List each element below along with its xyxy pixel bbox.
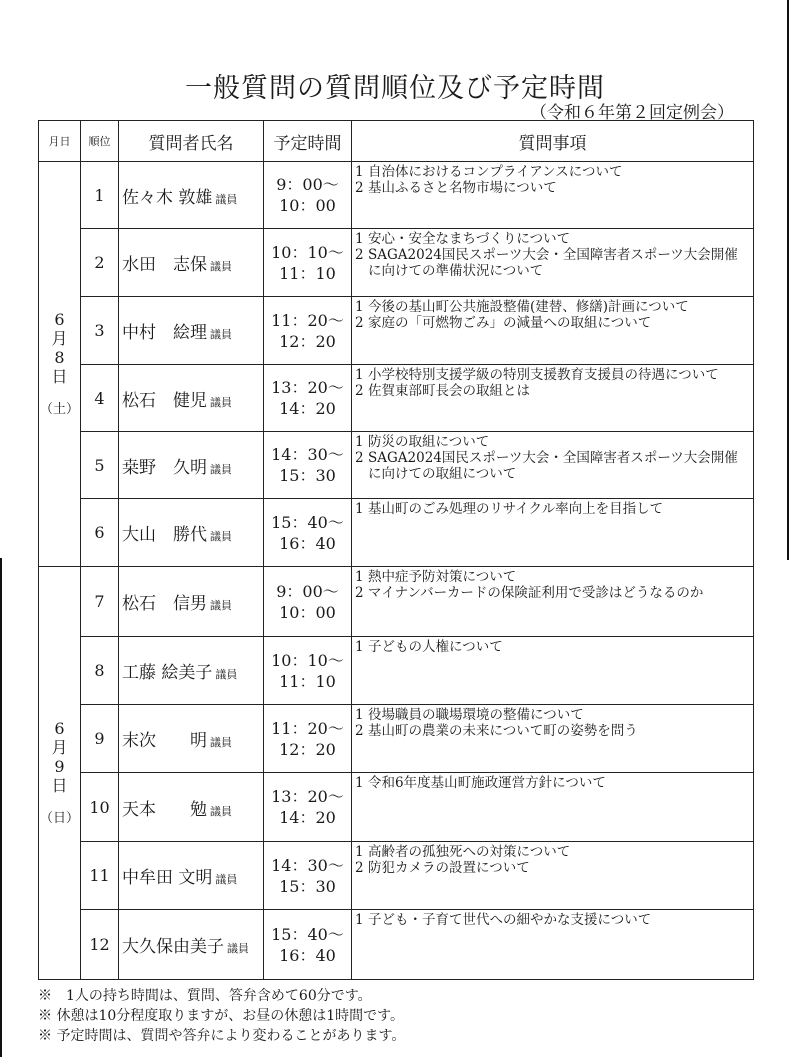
subject-number: 1 xyxy=(355,639,364,655)
member-name: 佐々木 敦雄 xyxy=(122,187,213,208)
subject-number: 1 xyxy=(355,299,364,315)
subject-item xyxy=(355,367,750,383)
subject-item xyxy=(355,585,750,601)
member-cell xyxy=(119,162,264,229)
subject-number: 1 xyxy=(355,775,364,791)
header-date: 月日 xyxy=(39,121,81,162)
order-number: 5 xyxy=(81,432,119,499)
subject-cell xyxy=(352,842,754,910)
member-name: 中牟田 文明 xyxy=(122,868,213,888)
subject-item xyxy=(355,501,750,517)
time-cell xyxy=(264,297,352,365)
subject-cell xyxy=(352,567,754,637)
subject-item xyxy=(355,164,750,180)
start-time: 13：20～ xyxy=(271,378,344,397)
time-cell xyxy=(264,637,352,705)
subject-number: 1 xyxy=(355,501,364,517)
member-name: 桒野 久明 xyxy=(122,457,207,478)
subject-item xyxy=(355,383,750,399)
day2-body xyxy=(39,567,754,980)
header-subject: 質問事項 xyxy=(352,121,754,162)
subject-cell xyxy=(352,910,754,980)
member-name: 松石 信男 xyxy=(122,594,207,614)
end-time: 12：20 xyxy=(279,739,336,759)
subject-item xyxy=(355,231,750,247)
end-time: 15：30 xyxy=(279,876,336,896)
member-cell xyxy=(119,773,264,842)
subject-text: 家庭の「可燃物ごみ」の減量への取組について xyxy=(368,315,652,331)
time-cell xyxy=(264,499,352,567)
subject-text: 基山町のごみ処理のリサイクル率向上を目指して xyxy=(368,501,664,517)
date-cell xyxy=(39,162,81,567)
note-1: ※ 1人の持ち時間は、質問、答弁含めて60分です。 xyxy=(38,988,372,1004)
document-subtitle: （令和６年第２回定例会） xyxy=(530,103,734,123)
table-row xyxy=(39,705,754,773)
member-name: 工藤 絵美子 xyxy=(122,663,213,683)
subject-number: 2 xyxy=(355,723,364,739)
subject-text: SAGA2024国民スポーツ大会・全国障害者スポーツ大会開催に向けての準備状況について xyxy=(368,247,738,279)
subject-cell xyxy=(352,162,754,229)
end-time: 14：20 xyxy=(279,808,336,827)
order-number: 8 xyxy=(81,637,119,705)
subject-number: 2 xyxy=(355,383,364,399)
day-of-week: （日） xyxy=(39,810,79,826)
order-number: 1 xyxy=(81,162,119,229)
schedule-table-day2 xyxy=(38,566,754,980)
table-row xyxy=(39,773,754,842)
member-title: 議員 xyxy=(227,942,249,955)
subject-cell xyxy=(352,773,754,842)
time-cell xyxy=(264,842,352,910)
table-row xyxy=(39,499,754,567)
end-time: 10：00 xyxy=(279,602,336,622)
start-time: 13：20～ xyxy=(271,787,344,806)
day1-body xyxy=(39,121,754,567)
date-cell xyxy=(39,567,81,980)
subject-text: マイナンバーカードの保険証利用で受診はどうなるのか xyxy=(368,585,704,601)
time-cell xyxy=(264,162,352,229)
start-time: 9：00～ xyxy=(276,175,339,194)
subject-text: 基山ふるさと名物市場について xyxy=(368,180,557,196)
member-title: 議員 xyxy=(210,328,232,341)
subject-item xyxy=(355,723,750,739)
subject-cell xyxy=(352,705,754,773)
order-number: 3 xyxy=(81,297,119,365)
table-row xyxy=(39,842,754,910)
end-time: 16：40 xyxy=(279,945,336,965)
page-edge-left xyxy=(0,558,2,1057)
subject-text: 防災の取組について xyxy=(368,434,490,450)
time-cell xyxy=(264,910,352,980)
member-cell xyxy=(119,567,264,637)
subject-number: 2 xyxy=(355,315,364,331)
order-number: 2 xyxy=(81,229,119,297)
member-title: 議員 xyxy=(210,804,232,818)
subject-number: 2 xyxy=(355,450,364,466)
member-title: 議員 xyxy=(210,462,232,476)
member-title: 議員 xyxy=(210,736,232,749)
subject-item xyxy=(355,315,750,331)
subject-cell xyxy=(352,637,754,705)
subject-text: 高齢者の孤独死への対策について xyxy=(368,844,571,860)
document-title: 一般質問の質問順位及び予定時間 xyxy=(185,73,605,104)
member-name: 大久保由美子 xyxy=(122,937,224,957)
subject-cell xyxy=(352,499,754,567)
subject-text: 今後の基山町公共施設整備(建替、修繕)計画について xyxy=(368,299,689,315)
end-time: 12：20 xyxy=(279,331,336,351)
subject-cell xyxy=(352,365,754,432)
date-label: 6月8日 xyxy=(51,309,68,386)
time-cell xyxy=(264,705,352,773)
table-row xyxy=(39,162,754,229)
start-time: 14：30～ xyxy=(271,855,344,875)
subject-text: 子ども・子育て世代への細やかな支援について xyxy=(368,912,652,928)
subject-number: 1 xyxy=(355,231,364,247)
subject-text: 自治体におけるコンプライアンスについて xyxy=(368,164,623,180)
end-time: 11：10 xyxy=(279,671,336,691)
subject-text: 佐賀東部町長会の取組とは xyxy=(368,383,530,399)
order-number: 6 xyxy=(81,499,119,567)
subject-text: 役場職員の職場環境の整備について xyxy=(368,707,584,723)
order-number: 12 xyxy=(81,910,119,980)
subject-item xyxy=(355,180,750,196)
member-name: 天本 勉 xyxy=(122,799,207,820)
table-row xyxy=(39,432,754,499)
end-time: 16：40 xyxy=(279,533,336,553)
order-number: 11 xyxy=(81,842,119,910)
time-cell xyxy=(264,432,352,499)
subject-number: 1 xyxy=(355,912,364,928)
table-row xyxy=(39,567,754,637)
member-title: 議員 xyxy=(215,192,238,206)
header-row xyxy=(39,121,754,162)
member-cell xyxy=(119,499,264,567)
notes xyxy=(38,986,405,1046)
member-cell xyxy=(119,910,264,980)
subject-number: 2 xyxy=(355,585,364,601)
subject-item xyxy=(355,912,750,928)
start-time: 15：40～ xyxy=(271,512,344,532)
start-time: 15：40～ xyxy=(271,924,344,944)
header-order: 順位 xyxy=(81,121,119,162)
end-time: 10：00 xyxy=(279,196,336,215)
day-of-week: （土） xyxy=(39,401,79,417)
subject-item xyxy=(355,434,750,450)
subject-text: 小学校特別支援学級の特別支援教育支援員の待遇について xyxy=(368,367,719,383)
start-time: 14：30～ xyxy=(271,445,344,464)
note-3: ※ 予定時間は、質問や答弁により変わることがあります。 xyxy=(38,1028,406,1044)
subject-item xyxy=(355,639,750,655)
subject-number: 1 xyxy=(355,707,364,723)
start-time: 11：20～ xyxy=(271,718,344,738)
date-label: 6月9日 xyxy=(51,718,68,795)
member-cell xyxy=(119,229,264,297)
end-time: 14：20 xyxy=(279,399,336,418)
time-cell xyxy=(264,365,352,432)
member-cell xyxy=(119,705,264,773)
member-title: 議員 xyxy=(210,599,232,612)
subject-number: 1 xyxy=(355,844,364,860)
subject-number: 2 xyxy=(355,180,364,196)
start-time: 9：00～ xyxy=(276,581,339,601)
member-title: 議員 xyxy=(215,873,238,886)
order-number: 7 xyxy=(81,567,119,637)
subject-number: 2 xyxy=(355,247,364,263)
subject-cell xyxy=(352,297,754,365)
start-time: 10：10～ xyxy=(271,242,344,262)
time-cell xyxy=(264,229,352,297)
subject-item xyxy=(355,247,750,279)
subject-number: 1 xyxy=(355,434,364,450)
subject-text: SAGA2024国民スポーツ大会・全国障害者スポーツ大会開催に向けての取組について xyxy=(368,450,738,482)
subject-cell xyxy=(352,229,754,297)
time-cell xyxy=(264,567,352,637)
table-row xyxy=(39,297,754,365)
member-name: 末次 明 xyxy=(122,731,207,751)
member-title: 議員 xyxy=(210,260,232,273)
member-cell xyxy=(119,365,264,432)
order-number: 9 xyxy=(81,705,119,773)
time-cell xyxy=(264,773,352,842)
header-time: 予定時間 xyxy=(264,121,352,162)
header-name: 質問者氏名 xyxy=(119,121,264,162)
table-row xyxy=(39,365,754,432)
subject-text: 子どもの人権について xyxy=(368,639,503,655)
start-time: 11：20～ xyxy=(271,310,344,330)
subject-cell xyxy=(352,432,754,499)
subject-item xyxy=(355,860,750,876)
table-row xyxy=(39,910,754,980)
member-title: 議員 xyxy=(210,395,232,409)
order-number: 10 xyxy=(81,773,119,842)
end-time: 15：30 xyxy=(279,466,336,485)
subject-text: 安心・安全なまちづくりについて xyxy=(368,231,571,247)
subject-item xyxy=(355,707,750,723)
note-2: ※ 休憩は10分程度取りますが、お昼の休憩は1時間です。 xyxy=(38,1008,405,1024)
subject-number: 2 xyxy=(355,860,364,876)
member-name: 大山 勝代 xyxy=(122,525,207,545)
end-time: 11：10 xyxy=(279,263,336,283)
subject-item xyxy=(355,775,750,791)
schedule-table-day1 xyxy=(38,120,754,567)
member-cell xyxy=(119,637,264,705)
member-name: 松石 健児 xyxy=(122,390,207,411)
subject-text: 令和6年度基山町施政運営方針について xyxy=(368,775,606,791)
member-title: 議員 xyxy=(215,668,238,681)
member-name: 水田 志保 xyxy=(122,255,207,275)
table-row xyxy=(39,637,754,705)
subject-number: 1 xyxy=(355,164,364,180)
member-cell xyxy=(119,842,264,910)
subject-text: 熱中症予防対策について xyxy=(368,569,517,585)
order-number: 4 xyxy=(81,365,119,432)
subject-number: 1 xyxy=(355,569,364,585)
subject-number: 1 xyxy=(355,367,364,383)
subject-text: 基山町の農業の未来について町の姿勢を問う xyxy=(368,723,638,739)
member-name: 中村 絵理 xyxy=(122,323,207,343)
member-title: 議員 xyxy=(210,530,232,543)
subject-item xyxy=(355,299,750,315)
table-row xyxy=(39,229,754,297)
subject-item xyxy=(355,450,750,482)
member-cell xyxy=(119,297,264,365)
subject-item xyxy=(355,844,750,860)
member-cell xyxy=(119,432,264,499)
start-time: 10：10～ xyxy=(271,650,344,670)
subject-item xyxy=(355,569,750,585)
subject-text: 防犯カメラの設置について xyxy=(368,860,530,876)
